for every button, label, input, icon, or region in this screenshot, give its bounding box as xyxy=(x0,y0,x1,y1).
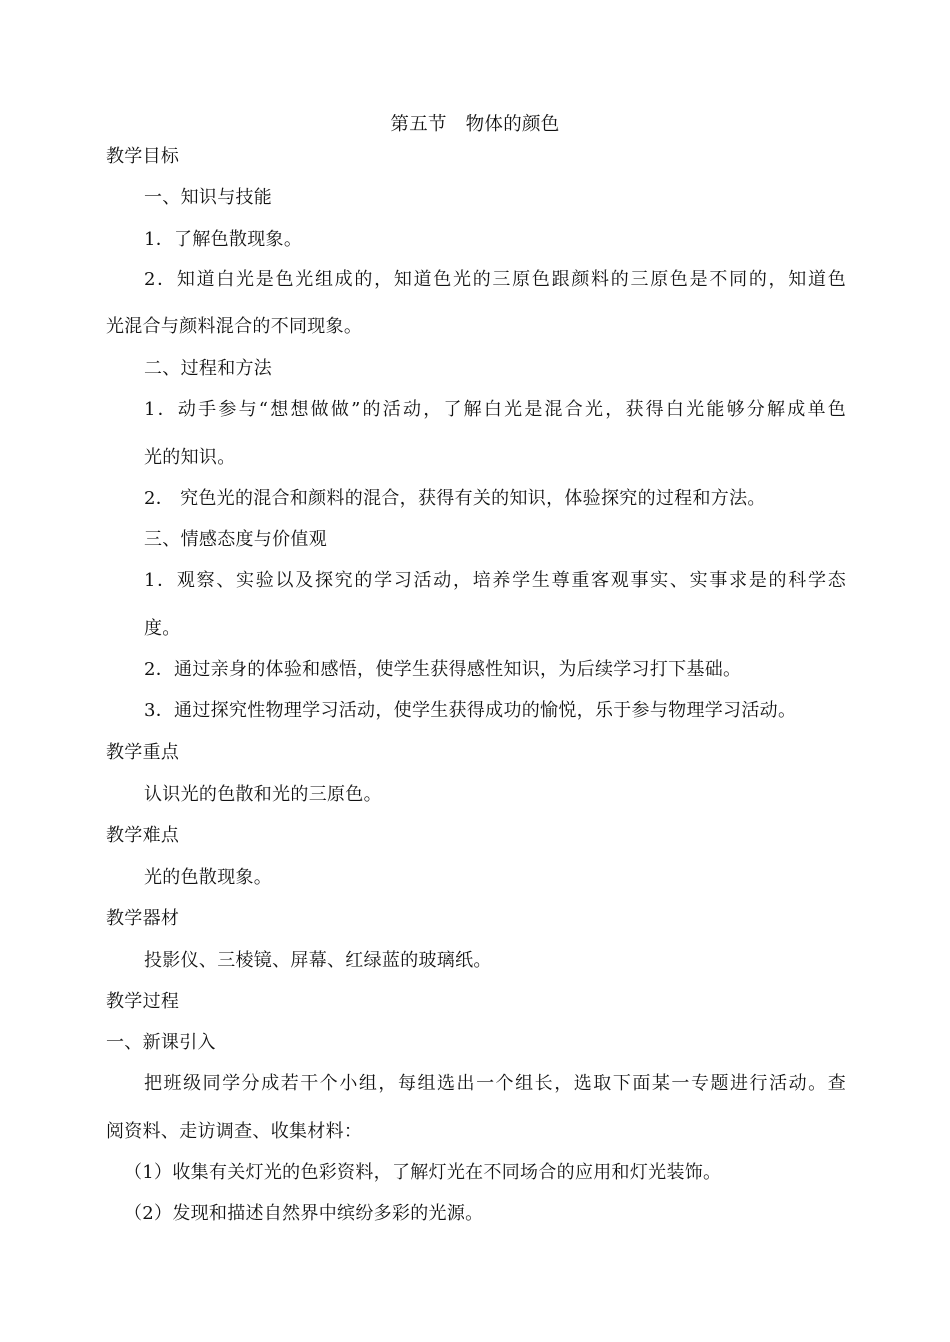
paragraph-line: 阅资料、走访调查、收集材料： xyxy=(106,1121,363,1142)
section-heading-equipment: 教学器材 xyxy=(106,908,180,929)
list-item: （1）收集有关灯光的色彩资料，了解灯光在不同场合的应用和灯光装饰。 xyxy=(124,1162,722,1183)
subheading-process-methods: 二、过程和方法 xyxy=(144,358,273,379)
section-heading-difficulties: 教学难点 xyxy=(106,825,180,846)
paragraph-line: 1．了解色散现象。 xyxy=(144,229,303,250)
paragraph-line: 光的色散现象。 xyxy=(144,867,273,888)
section-heading-objectives: 教学目标 xyxy=(106,146,180,167)
paragraph-line: 2．知道白光是色光组成的，知道色光的三原色跟颜料的三原色是不同的，知道色 xyxy=(144,269,846,290)
list-item: （2）发现和描述自然界中缤纷多彩的光源。 xyxy=(124,1203,484,1224)
subheading-attitude-values: 三、情感态度与价值观 xyxy=(144,529,327,550)
paragraph-line: 投影仪、三棱镜、屏幕、红绿蓝的玻璃纸。 xyxy=(144,950,492,971)
paragraph-line: 2．通过亲身的体验和感悟，使学生获得感性知识，为后续学习打下基础。 xyxy=(144,659,742,680)
paragraph-line: 1．动手参与“想想做做”的活动，了解白光是混合光，获得白光能够分解成单色 xyxy=(144,399,846,420)
paragraph-line: 1．观察、实验以及探究的学习活动，培养学生尊重客观事实、实事求是的科学态 xyxy=(144,570,846,591)
paragraph-line: 3．通过探究性物理学习活动，使学生获得成功的愉悦，乐于参与物理学习活动。 xyxy=(144,700,797,721)
section-heading-process: 教学过程 xyxy=(106,991,180,1012)
subheading-introduction: 一、新课引入 xyxy=(106,1032,216,1053)
paragraph-line: 度。 xyxy=(144,618,181,639)
paragraph-line: 把班级同学分成若干个小组，每组选出一个组长，选取下面某一专题进行活动。查 xyxy=(144,1073,846,1094)
paragraph-line: 光的知识。 xyxy=(144,447,236,468)
section-heading-key-points: 教学重点 xyxy=(106,742,180,763)
paragraph-line: 2． 究色光的混合和颜料的混合，获得有关的知识，体验探究的过程和方法。 xyxy=(144,488,766,509)
subheading-knowledge-skills: 一、知识与技能 xyxy=(144,187,273,208)
paragraph-line: 光混合与颜料混合的不同现象。 xyxy=(106,316,363,337)
page-title: 第五节 物体的颜色 xyxy=(390,114,560,135)
paragraph-line: 认识光的色散和光的三原色。 xyxy=(144,784,382,805)
